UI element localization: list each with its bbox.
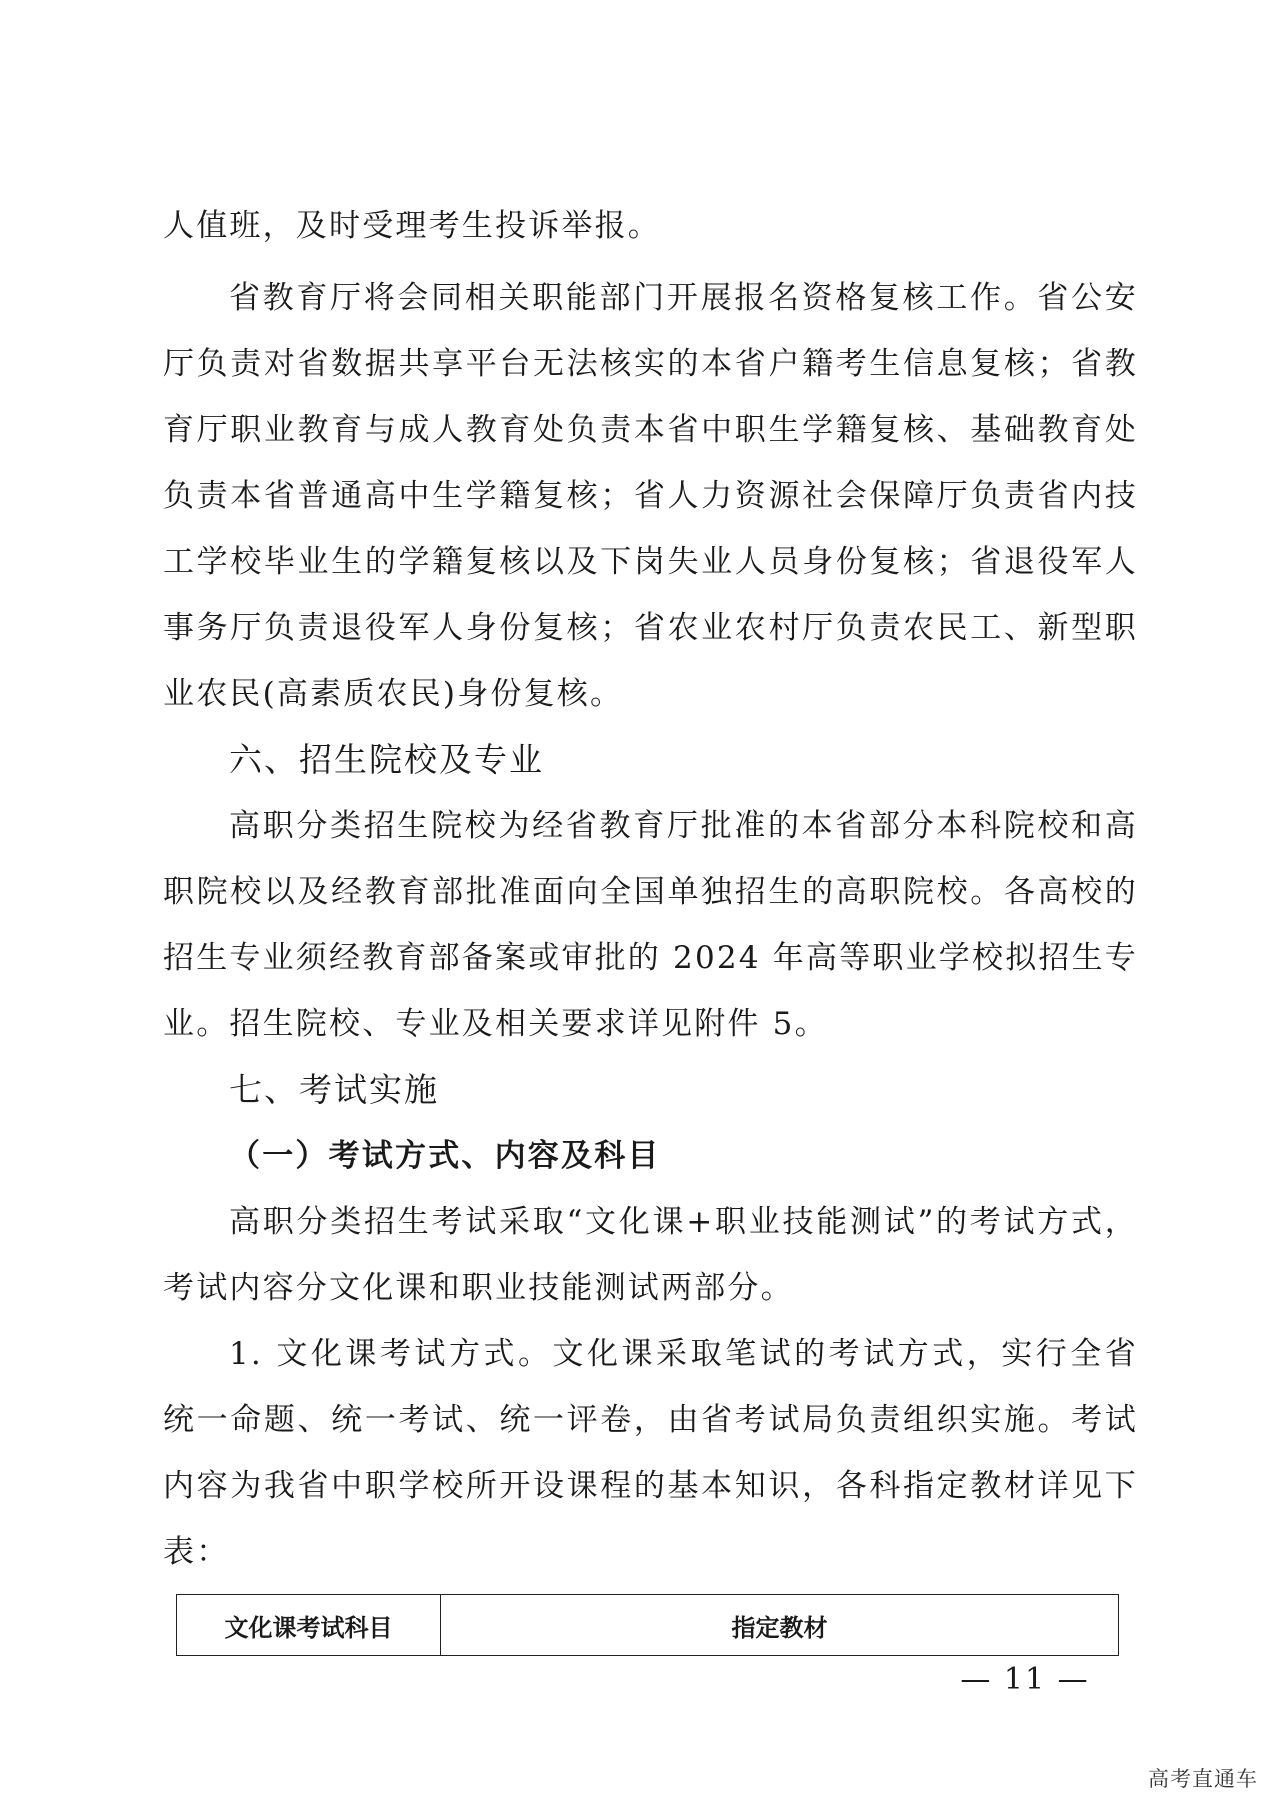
section-heading-seven: 七、考试实施	[229, 1070, 439, 1109]
watermark-text: 高考直通车	[1148, 1767, 1258, 1791]
table-header-textbook: 指定教材	[441, 1595, 1119, 1656]
page-number: — 11 —	[960, 1662, 1090, 1697]
paragraph-exam-method: 高职分类招生考试采取“文化课+职业技能测试”的考试方式，考试内容分文化课和职业技能测试两部分。	[163, 1204, 1138, 1306]
paragraph-institutions: 高职分类招生院校为经省教育厅批准的本省部分本科院校和高职院校以及经教育部批准面向全国单独招生的高职院校。各高校的招生专业须经教育部备案或审批的 2024 年高等职业学校拟招生专业。招生院校、专业及相关要求详见附件 5。	[163, 808, 1138, 1042]
paragraph-culture-course: 1. 文化课考试方式。文化课采取笔试的考试方式，实行全省统一命题、统一考试、统一评卷，由省考试局负责组织实施。考试内容为我省中职学校所开设课程的基本知识，各科指定教材详见下表：	[163, 1336, 1138, 1570]
subsection-heading-one: （一）考试方式、内容及科目	[229, 1138, 661, 1174]
table-header-row	[177, 1595, 1119, 1656]
section-heading-six: 六、招生院校及专业	[229, 740, 544, 779]
subjects-table	[176, 1594, 1119, 1656]
paragraph-continuation: 人值班，及时受理考生投诉举报。	[163, 208, 661, 244]
paragraph-qualification-review: 省教育厅将会同相关职能部门开展报名资格复核工作。省公安厅负责对省数据共享平台无法核实的本省户籍考生信息复核；省教育厅职业教育与成人教育处负责本省中职生学籍复核、基础教育处负责本省普通高中生学籍复核；省人力资源社会保障厅负责省内技工学校毕业生的学籍复核以及下岗失业人员身份复核；省退役军人事务厅负责退役军人身份复核；省农业农村厅负责农民工、新型职业农民(高素质农民)身份复核。	[163, 280, 1138, 712]
table-header-subject: 文化课考试科目	[177, 1595, 441, 1656]
